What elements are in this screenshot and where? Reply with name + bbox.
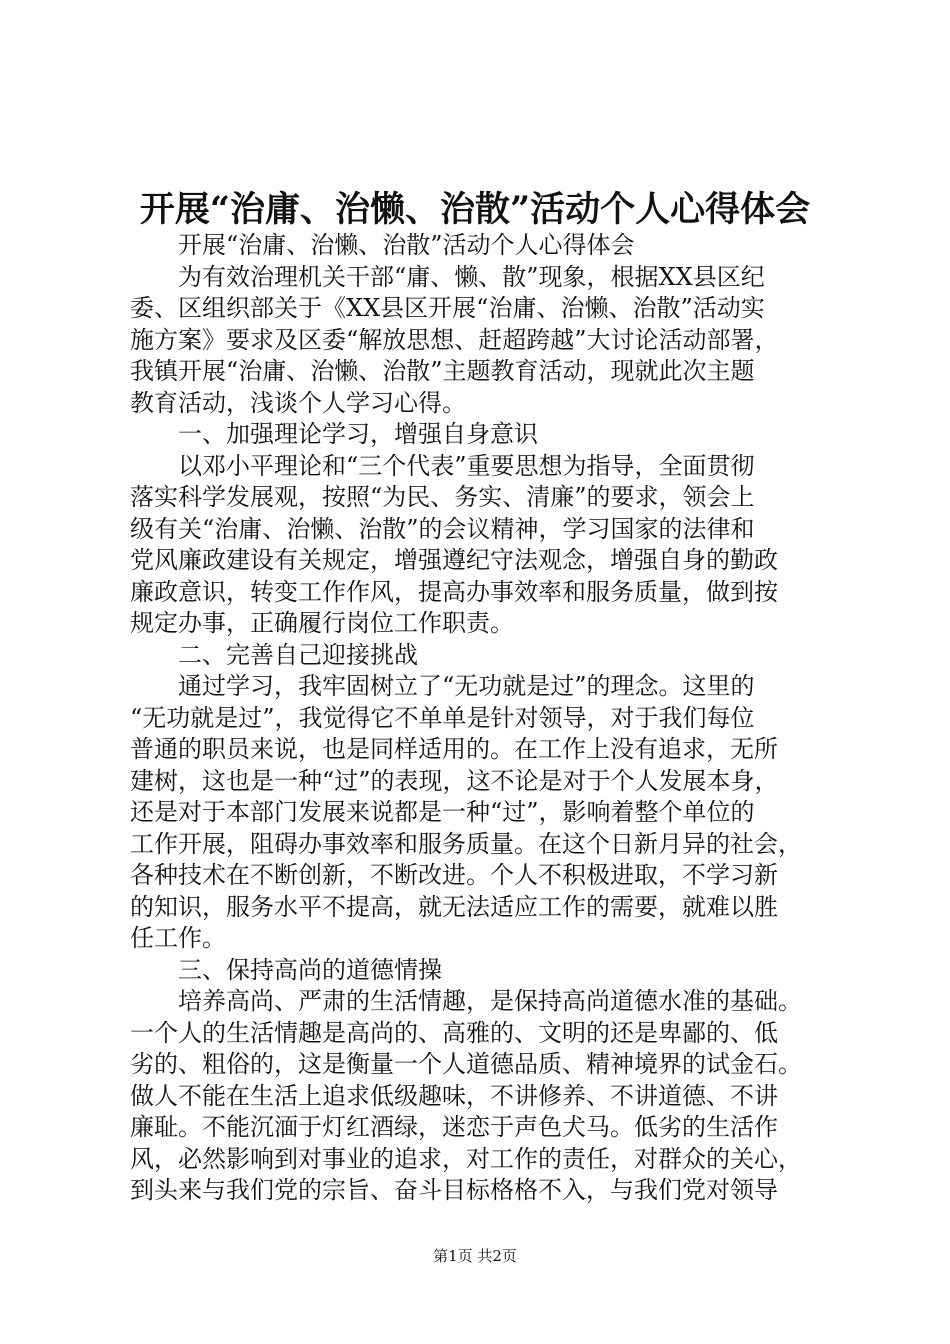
text-line: 委、区组织部关于《XX县区开展“治庸、治懒、治散”活动实 xyxy=(130,294,765,322)
document-title: 开展“治庸、治懒、治散”活动个人心得体会 xyxy=(139,189,811,230)
text-line: 开展“治庸、治懒、治散”活动个人心得体会 xyxy=(178,231,635,259)
text-line: 普通的职员来说，也是同样适用的。在工作上没有追求，无所 xyxy=(130,735,778,763)
text-line: 到头来与我们党的宗旨、奋斗目标格格不入，与我们党对领导 xyxy=(130,1176,778,1204)
text-line: 风，必然影响到对事业的追求，对工作的责任，对群众的关心， xyxy=(130,1144,802,1173)
text-line: 我镇开展“治庸、治懒、治散”主题教育活动，现就此次主题 xyxy=(130,357,755,385)
text-line: 做人不能在生活上追求低级趣味，不讲修养、不讲道德、不讲 xyxy=(130,1081,778,1110)
text-line: 廉政意识，转变工作作风，提高办事效率和服务质量，做到按 xyxy=(130,577,778,606)
text-line: 教育活动，浅谈个人学习心得。 xyxy=(130,388,466,417)
text-line: 任工作。 xyxy=(130,924,226,952)
text-line: 党风廉政建设有关规定，增强遵纪守法观念，增强自身的勤政 xyxy=(130,546,778,574)
text-line: 落实科学发展观，按照“为民、务实、清廉”的要求，领会上 xyxy=(130,483,755,511)
text-line: 通过学习，我牢固树立了“无功就是过”的理念。这里的 xyxy=(178,672,755,700)
text-line: 劣的、粗俗的，这是衡量一个人道德品质、精神境界的试金石。 xyxy=(130,1050,802,1078)
text-line: 三、保持高尚的道德情操 xyxy=(178,955,442,984)
text-line: 工作开展，阻碍办事效率和服务质量。在这个日新月异的社会， xyxy=(130,829,802,858)
text-line: 施方案》要求及区委“解放思想、赶超跨越”大讨论活动部署， xyxy=(130,325,779,354)
text-line: 一、加强理论学习，增强自身意识 xyxy=(178,420,538,448)
text-line: 建树，这也是一种“过”的表现，这不论是对于个人发展本身， xyxy=(130,766,779,795)
document-body xyxy=(130,230,845,1207)
text-line: 各种技术在不断创新，不断改进。个人不积极进取，不学习新 xyxy=(130,861,778,889)
text-line: “无功就是过”，我觉得它不单单是针对领导，对于我们每位 xyxy=(130,703,755,732)
text-line: 一个人的生活情趣是高尚的、高雅的、文明的还是卑鄙的、低 xyxy=(130,1018,778,1047)
text-line: 规定办事，正确履行岗位工作职责。 xyxy=(130,609,514,637)
text-line: 以邓小平理论和“三个代表”重要思想为指导，全面贯彻 xyxy=(178,451,755,480)
page-footer: 第1页 共2页 xyxy=(433,1247,517,1265)
text-line: 廉耻。不能沉湎于灯红酒绿，迷恋于声色犬马。低劣的生活作 xyxy=(130,1113,778,1141)
text-line: 还是对于本部门发展来说都是一种“过”，影响着整个单位的 xyxy=(130,798,755,826)
text-line: 二、完善自己迎接挑战 xyxy=(178,640,418,669)
text-line: 培养高尚、严肃的生活情趣，是保持高尚道德水准的基础。 xyxy=(178,987,802,1015)
text-line: 级有关“治庸、治懒、治散”的会议精神，学习国家的法律和 xyxy=(130,514,755,543)
text-line: 的知识，服务水平不提高，就无法适应工作的需要，就难以胜 xyxy=(130,892,778,921)
text-line: 为有效治理机关干部“庸、懒、散”现象，根据XX县区纪 xyxy=(178,262,765,291)
